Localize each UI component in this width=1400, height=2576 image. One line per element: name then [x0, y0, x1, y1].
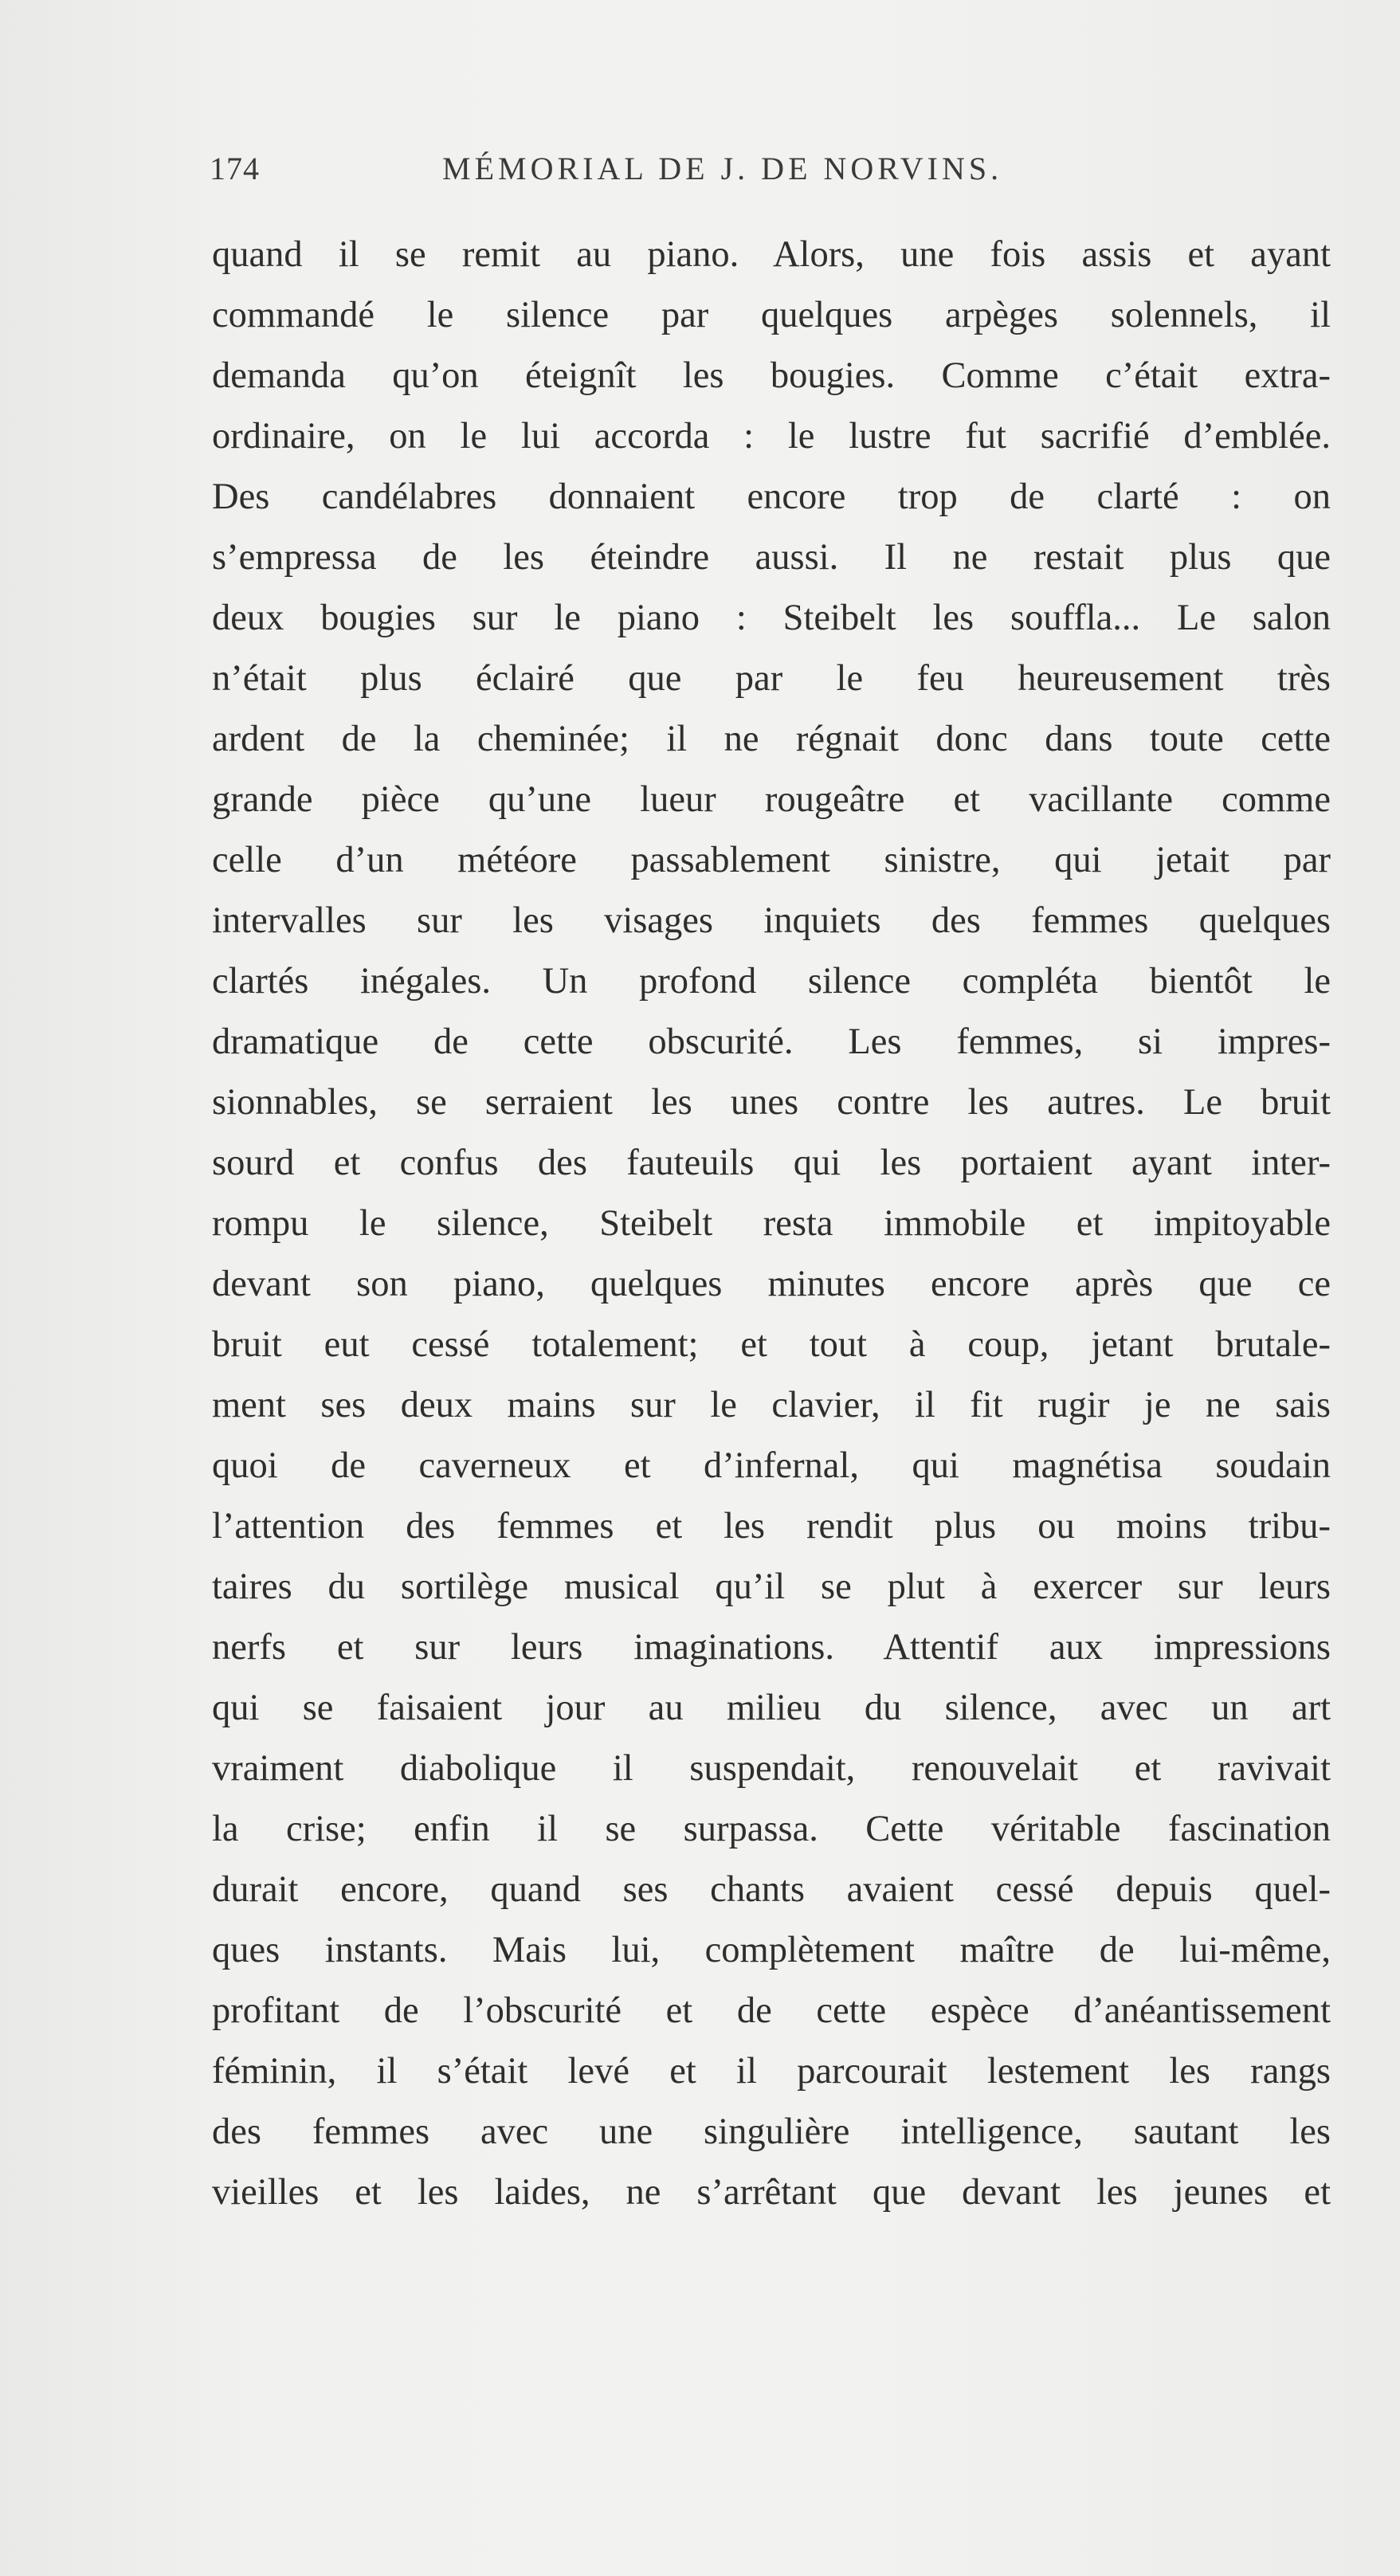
body-text: [212, 225, 1331, 2223]
text-line: vieilles et les laides, ne s’arrêtant que devant les jeunes et: [212, 2172, 1331, 2213]
text-line: deux bougies sur le piano : Steibelt les souffla... Le salon: [212, 598, 1331, 638]
book-title: MÉMORIAL DE J. DE NORVINS.: [442, 151, 1003, 186]
text-line: quoi de caverneux et d’infernal, qui magnétisa soudain: [212, 1445, 1331, 1486]
text-line: ordinaire, on le lui accorda : le lustre fut sacrifié d’emblée.: [212, 416, 1331, 457]
text-line: des femmes avec une singulière intelligence, sautant les: [212, 2111, 1331, 2152]
text-line: commandé le silence par quelques arpèges solennels, il: [212, 295, 1331, 335]
text-line: vraiment diabolique il suspendait, renouvelait et ravivait: [212, 1748, 1331, 1789]
text-line: sionnables, se serraient les unes contre les autres. Le bruit: [212, 1082, 1331, 1123]
text-line: profitant de l’obscurité et de cette espèce d’anéantissement: [212, 1990, 1331, 2031]
text-line: demanda qu’on éteignît les bougies. Comme c’était extra-: [212, 355, 1331, 396]
text-line: grande pièce qu’une lueur rougeâtre et vacillante comme: [212, 779, 1331, 820]
text-line: ques instants. Mais lui, complètement maître de lui-même,: [212, 1930, 1331, 1970]
text-line: ardent de la cheminée; il ne régnait donc dans toute cette: [212, 719, 1331, 759]
text-line: quand il se remit au piano. Alors, une fois assis et ayant: [212, 234, 1331, 275]
text-line: ment ses deux mains sur le clavier, il fit rugir je ne sais: [212, 1385, 1331, 1425]
text-line: s’empressa de les éteindre aussi. Il ne restait plus que: [212, 537, 1331, 578]
text-line: bruit eut cessé totalement; et tout à coup, jetant brutale-: [212, 1324, 1331, 1365]
text-line: durait encore, quand ses chants avaient cessé depuis quel-: [212, 1869, 1331, 1910]
text-line: dramatique de cette obscurité. Les femmes, si impres-: [212, 1021, 1331, 1062]
text-line: n’était plus éclairé que par le feu heureusement très: [212, 658, 1331, 699]
text-line: la crise; enfin il se surpassa. Cette véritable fascination: [212, 1809, 1331, 1849]
text-line: féminin, il s’était levé et il parcourait lestement les rangs: [212, 2051, 1331, 2092]
text-line: devant son piano, quelques minutes encore après que ce: [212, 1264, 1331, 1304]
running-head: [210, 150, 1333, 198]
text-line: clartés inégales. Un profond silence compléta bientôt le: [212, 961, 1331, 1002]
text-line: celle d’un météore passablement sinistre, qui jetait par: [212, 840, 1331, 880]
text-line: qui se faisaient jour au milieu du silence, avec un art: [212, 1688, 1331, 1728]
text-line: sourd et confus des fauteuils qui les portaient ayant inter-: [212, 1143, 1331, 1183]
page-number: 174: [210, 151, 260, 186]
text-line: rompu le silence, Steibelt resta immobile et impitoyable: [212, 1203, 1331, 1244]
text-line: taires du sortilège musical qu’il se plut à exercer sur leurs: [212, 1566, 1331, 1607]
text-line: nerfs et sur leurs imaginations. Attentif aux impressions: [212, 1627, 1331, 1668]
text-line: intervalles sur les visages inquiets des femmes quelques: [212, 900, 1331, 941]
text-line: l’attention des femmes et les rendit plus ou moins tribu-: [212, 1506, 1331, 1547]
text-line: Des candélabres donnaient encore trop de clarté : on: [212, 476, 1331, 517]
